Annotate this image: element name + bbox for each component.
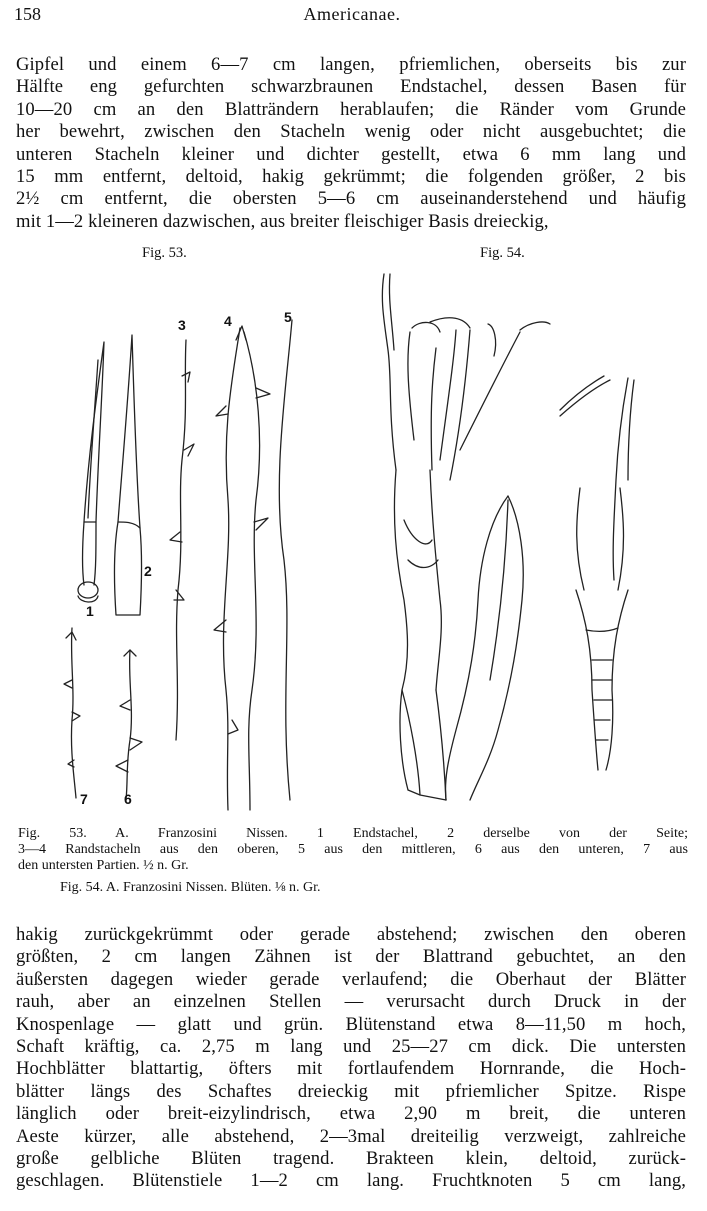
- fig53-label: Fig. 53.: [142, 245, 187, 261]
- caption-fig53-line: den untersten Partien. ½ n. Gr.: [18, 858, 189, 873]
- flower-cluster-left: [382, 274, 550, 800]
- page-number: 158: [14, 4, 41, 24]
- text-line: blätter längs des Schaftes dreieckig mit pfriemlicher Spitze. Rispe: [16, 1080, 686, 1102]
- text-line: hakig zurückgekrümmt oder gerade abstehend; zwischen den oberen: [16, 924, 686, 945]
- part-label-4: 4: [224, 313, 232, 329]
- margin-strip-3: [170, 340, 194, 740]
- part-label-7: 7: [80, 791, 88, 807]
- text-line: her bewehrt, zwischen den Stacheln wenig oder nicht ausgebuchtet; die: [16, 121, 686, 143]
- text-line: Knospenlage — glatt und grün. Blütenstand etwa 8—11,50 m hoch,: [16, 1013, 686, 1035]
- page-header: [14, 4, 690, 28]
- paragraph-top: [16, 54, 686, 233]
- text-line: rauh, aber an einzelnen Stellen — verursacht durch Druck in der: [16, 991, 686, 1013]
- text-line: große gelbliche Blüten tragend. Brakteen klein, deltoid, zurück-: [16, 1148, 686, 1170]
- text-line: unteren Stacheln kleiner und dichter gestellt, etwa 6 mm lang und: [16, 143, 686, 165]
- part-label-5: 5: [284, 309, 292, 325]
- margin-strip-5: [279, 320, 292, 800]
- text-line: Gipfel und einem 6—7 cm langen, pfriemlichen, oberseits bis zur: [16, 54, 686, 75]
- text-line: Hochblätter blattartig, öfters mit fortlaufendem Hornrande, die Hoch-: [16, 1058, 686, 1080]
- text-line: Hälfte eng gefurchten schwarzbraunen Endstachel, dessen Basen für: [16, 76, 686, 98]
- caption-fig53-line: Fig. 53. A. Franzosini Nissen. 1 Endstachel, 2 derselbe von der Seite;: [18, 826, 688, 841]
- paragraph-bottom: [16, 924, 686, 1193]
- end-spine-drawing: [78, 342, 104, 602]
- text-line: länglich oder breit-eizylindrisch, etwa 2,90 m breit, die unteren: [16, 1103, 686, 1125]
- text-line: äußersten dagegen wieder gerade verlaufend; die Oberhaut der Blätter: [16, 968, 686, 990]
- end-spine-side-drawing: [115, 335, 142, 615]
- part-label-3: 3: [178, 317, 186, 333]
- text-line: geschlagen. Blütenstiele 1—2 cm lang. Fruchtknoten 5 cm lang,: [16, 1170, 686, 1192]
- text-line: Aeste kürzer, alle abstehend, 2—3mal dreiteilig verzweigt, zahlreiche: [16, 1125, 686, 1147]
- caption-fig53-line: 3—4 Randstacheln aus den oberen, 5 aus den mittleren, 6 aus den unteren, 7 aus: [18, 842, 688, 857]
- text-line: mit 1—2 kleineren dazwischen, aus breiter fleischiger Basis dreieckig,: [16, 210, 549, 232]
- figure-area: [0, 260, 707, 820]
- part-label-6: 6: [124, 791, 132, 807]
- text-line: Schaft kräftig, ca. 2,75 m lang und 25—27 cm dick. Die untersten: [16, 1036, 686, 1058]
- text-line: 15 mm entfernt, deltoid, hakig gekrümmt; die folgenden größer, 2 bis: [16, 166, 686, 188]
- botanical-illustration: [0, 260, 707, 820]
- text-line: 10—20 cm an den Blatträndern herablaufen; die Ränder vom Grunde: [16, 98, 686, 120]
- margin-strip-4: [214, 326, 270, 810]
- flower-bud: [445, 496, 523, 800]
- margin-strip-7: [64, 628, 80, 798]
- caption-fig54: Fig. 54. A. Franzosini Nissen. Blüten. ⅛ n. Gr.: [60, 880, 321, 895]
- margin-strip-6: [116, 650, 142, 800]
- figure-captions: [18, 826, 688, 896]
- fig54-label: Fig. 54.: [480, 245, 525, 261]
- running-head: Americanae.: [303, 4, 401, 24]
- part-label-1: 1: [86, 603, 94, 619]
- flower-cluster-right: [560, 376, 634, 770]
- part-label-2: 2: [144, 563, 152, 579]
- text-line: größten, 2 cm langen Zähnen ist der Blattrand gebuchtet, an den: [16, 946, 686, 968]
- text-line: 2½ cm entfernt, die obersten 5—6 cm auseinanderstehend und häufig: [16, 188, 686, 210]
